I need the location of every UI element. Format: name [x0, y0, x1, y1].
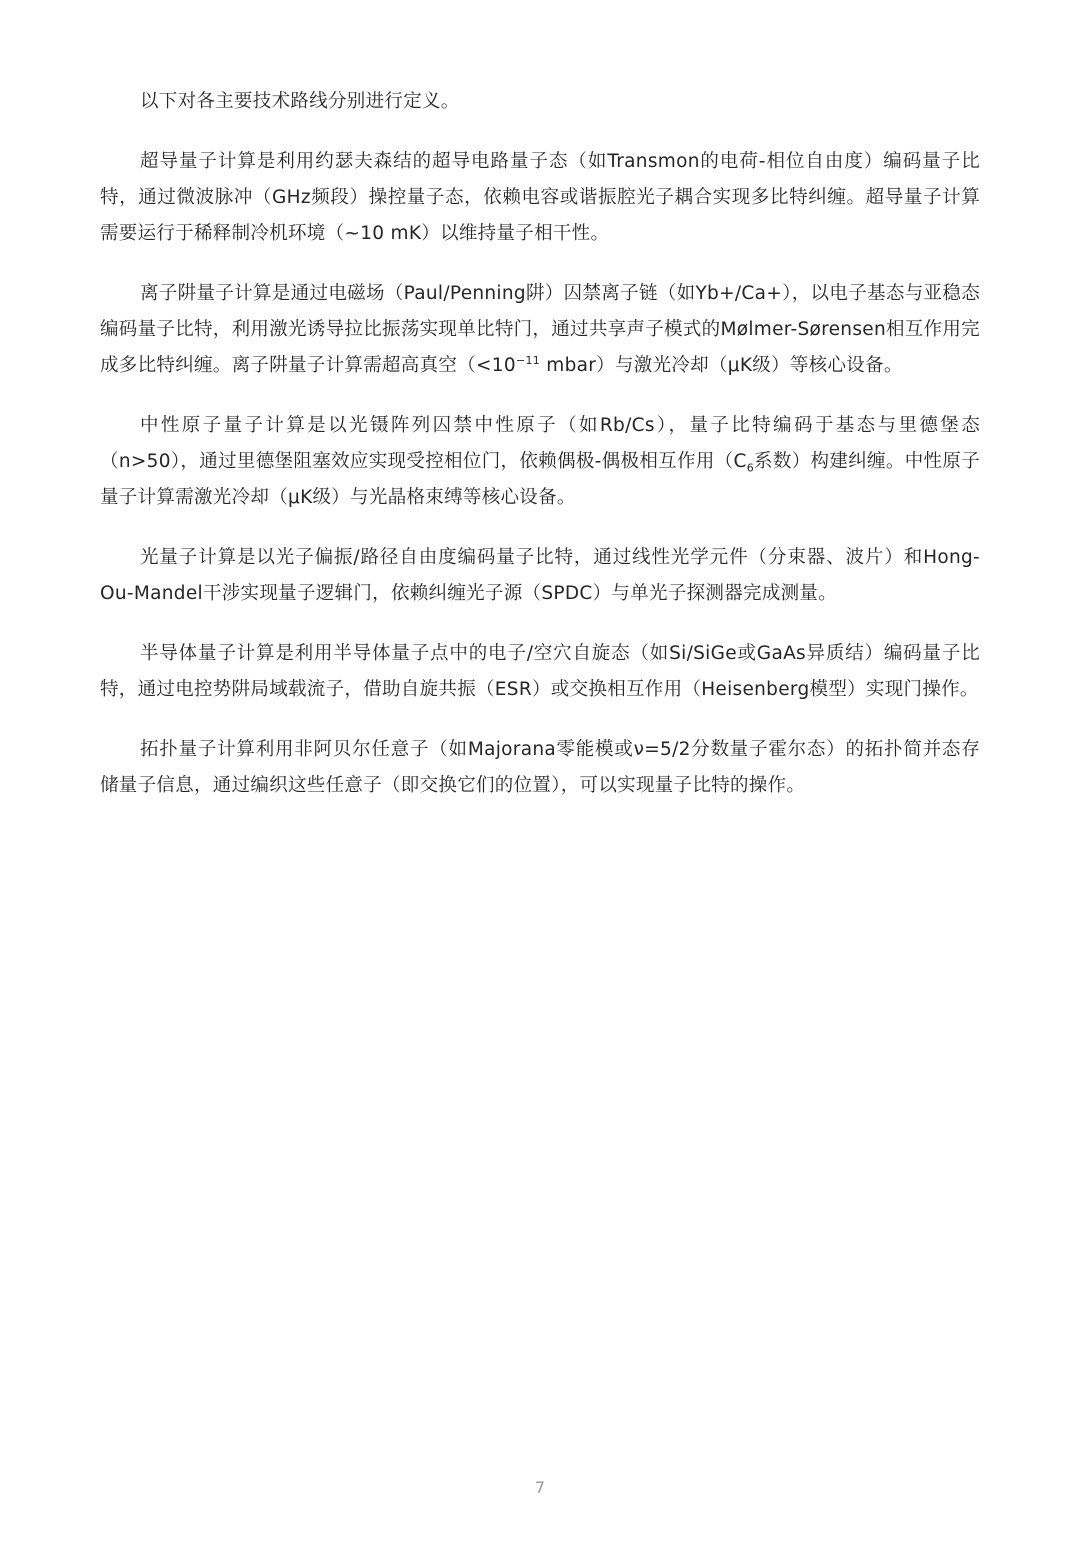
coefficient-subscript: 6: [746, 461, 755, 475]
paragraph-intro: [100, 84, 980, 120]
paragraph-topological: [100, 732, 980, 804]
paragraph-text: 离子阱量子计算是通过电磁场（Paul/Penning阱）囚禁离子链（如Yb+/Ca+），以电子基态与亚稳态编码量子比特，利用激光诱导拉比振荡实现单比特门，通过共享声子模式的Mølmer-Sørensen相互作用完成多比特纠缠。离子阱量子计算需超高真空（<10: [100, 283, 980, 376]
paragraph-text: mbar）与激光冷却（μK级）等核心设备。: [540, 355, 903, 376]
paragraph-text: 半导体量子计算是利用半导体量子点中的电子/空穴自旋态（如Si/SiGe或GaAs异质结）编码量子比特，通过电控势阱局域载流子，借助自旋共振（ESR）或交换相互作用（Heisenberg模型）实现门操作。: [100, 643, 980, 700]
paragraph-superconducting: [100, 144, 980, 252]
exponent-superscript: −11: [515, 353, 541, 367]
document-body: [100, 84, 980, 828]
paragraph-text: 以下对各主要技术路线分别进行定义。: [140, 91, 460, 112]
paragraph-text: 拓扑量子计算利用非阿贝尔任意子（如Majorana零能模或ν=5/2分数量子霍尔态）的拓扑简并态存储量子信息，通过编织这些任意子（即交换它们的位置），可以实现量子比特的操作。: [100, 739, 980, 796]
paragraph-text: 光量子计算是以光子偏振/路径自由度编码量子比特，通过线性光学元件（分束器、波片）和Hong-Ou-Mandel干涉实现量子逻辑门，依赖纠缠光子源（SPDC）与单光子探测器完成测量。: [100, 547, 980, 604]
paragraph-text: 超导量子计算是利用约瑟夫森结的超导电路量子态（如Transmon的电荷-相位自由度）编码量子比特，通过微波脉冲（GHz频段）操控量子态，依赖电容或谐振腔光子耦合实现多比特纠缠。超导量子计算需要运行于稀释制冷机环境（~10 mK）以维持量子相干性。: [100, 151, 980, 244]
paragraph-ion-trap: [100, 276, 980, 384]
paragraph-photonic: [100, 540, 980, 612]
page-number: 7: [534, 1478, 546, 1497]
paragraph-neutral-atom: [100, 408, 980, 516]
paragraph-text: 系数）构建纠缠。中性原子量子计算需激光冷却（μK级）与光晶格束缚等核心设备。: [100, 451, 980, 508]
paragraph-text: 中性原子量子计算是以光镊阵列囚禁中性原子（如Rb/Cs），量子比特编码于基态与里德堡态（n>50），通过里德堡阻塞效应实现受控相位门，依赖偶极-偶极相互作用（C: [100, 415, 980, 472]
paragraph-semiconductor: [100, 636, 980, 708]
